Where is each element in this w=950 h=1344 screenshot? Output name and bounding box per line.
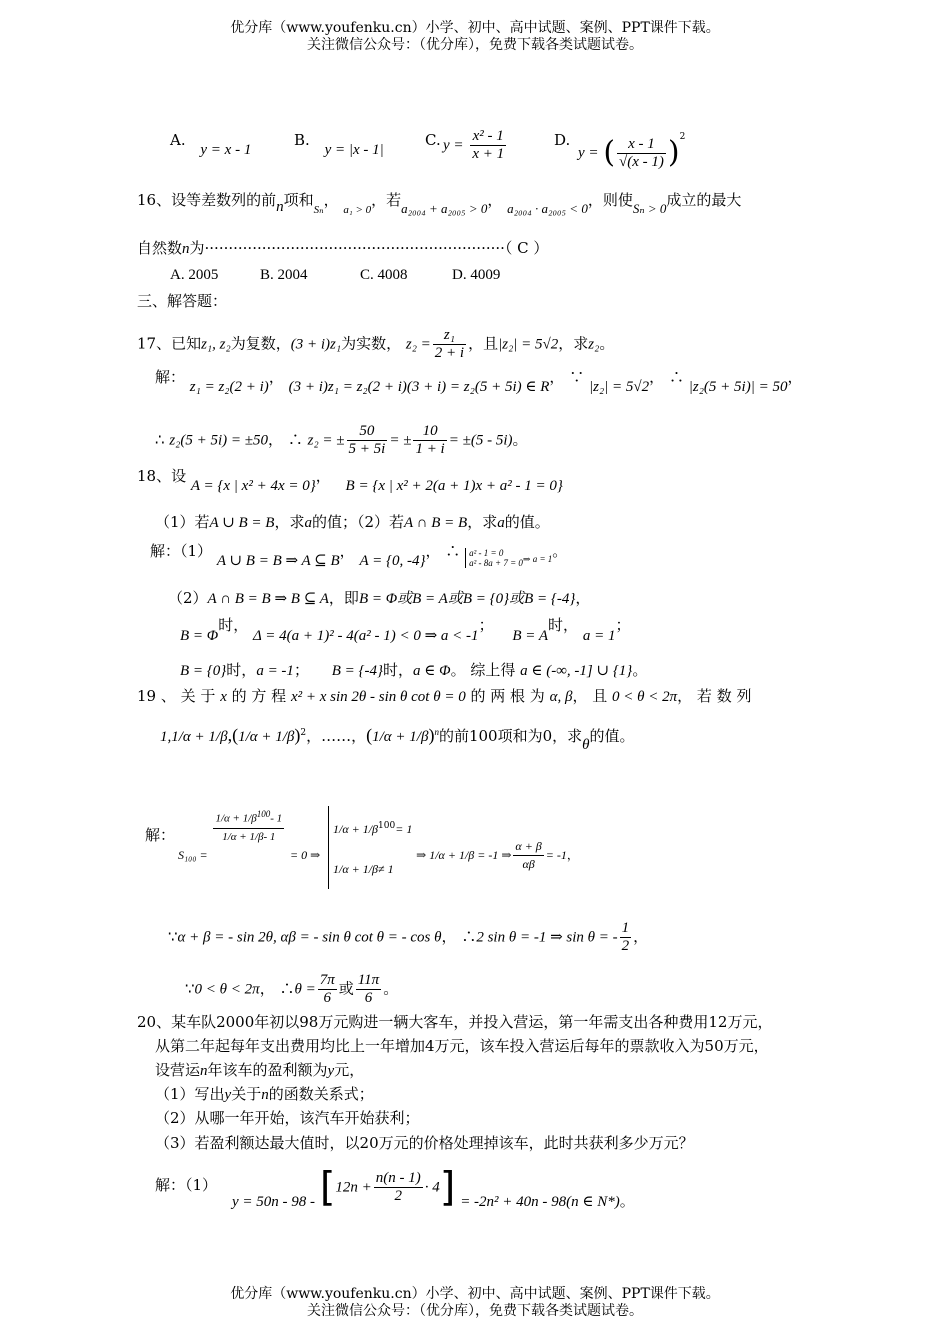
q17-solution-line-1: 解： z₁ = z₂(2 + i)， (3 + i)z₁ = z₂(2 + i)(3 + i) = z₂(5 + 5i) ∈ R， ∵ |z₂| = 5√2， ∴ |z₂(5 + 5i)| = 50， xyxy=(155,368,803,395)
q20-line-3: 设营运n年该车的盈利额为y元， xyxy=(155,1061,365,1079)
q20-part-1: （1）写出y关于n的函数关系式； xyxy=(155,1085,374,1103)
q18-solution-line-2: （2）A ∩ B = B ⇒ B ⊆ A，即B = Φ或B = A或B = {0}或B = {-4}， xyxy=(168,589,591,607)
q19-solution-line-1: S₁₀₀ = $\frac{1/\alpha + 1/\beta^{100}- 1}{1/\alpha + 1/\beta- 1}$ = 0 ⇒ $1/\alpha + 1/\beta^{100}= 1$ 1/α + 1/β≠ 1 ⇒ 1/α + 1/β = -1 ⇒ $\frac{\alpha + \beta}{\alpha\beta}$ = -1， xyxy=(178,806,579,889)
q19-solution-line-2: ∵α + β = - sin 2θ, αβ = - sin θ cot θ = - cos θ， ∴2 sin θ = -1 ⇒ sin θ = - $\frac{1}{2}$ ， xyxy=(168,920,649,954)
q19-solution-label: 解： xyxy=(145,826,176,844)
q15-c-fraction: $\frac{\text{x² - 1}}{x + 1}$ xyxy=(472,128,505,162)
q19-stem-line-1: 19 、 关 于 x 的 方 程 x² + x sin 2θ - sin θ cot θ = 0 的 两 根 为 α, β， 且 0 < θ < 2π， 若 数 列 xyxy=(137,687,752,705)
q15-option-b: B. y = |x - 1| xyxy=(294,131,384,158)
q20-line-1: 20、某车队2000年初以98万元购进一辆大客车，并投入营运，第一年需支出各种费用12万元， xyxy=(137,1013,773,1031)
q20-solution-label: 解：（1） xyxy=(155,1176,218,1194)
q20-line-2: 从第二年起每年支出费用均比上一年增加4万元，该车投入营运后每年的票款收入为50万元， xyxy=(155,1037,769,1055)
q16-option-b: B. 2004 xyxy=(260,267,308,283)
q18-solution-line-4: B = {0}时，a = -1； B = {-4}时，a ∈ Φ。 综上得 a ∈ (-∞, -1] ∪ {1}。 xyxy=(180,661,648,679)
q19-sum-fraction: $\frac{1/\alpha + 1/\beta^{100}- 1}{1/\alpha + 1/\beta- 1}$ xyxy=(213,806,284,846)
q15-option-c-expr: y = $\frac{\text{x² - 1}}{x + 1}$ xyxy=(443,128,505,162)
q16-stem: 16、设等差数列的前n项和$_{S_n}$， $_{a_1 > 0}$，若a₂₀₀₄ + a₂₀₀₅ > 0， a₂₀₀₄ · a₂₀₀₅ < 0，则使Sₙ > 0成立的最大 xyxy=(137,191,742,216)
q15-option-c: C. xyxy=(425,131,441,149)
footer-line-2: 关注微信公众号：（优分库），免费下载各类试题试卷。 xyxy=(307,1303,643,1319)
q19-stem-line-2: $1,1/\alpha + 1/\beta,(1/\alpha + 1/\beta)^2$，……，$(1/\alpha + 1/\beta)^n$的前100项和为0，求θ的值。 xyxy=(160,725,635,753)
q20-solution-formula: y = 50n - 98 - [12n + $\frac{n(n - 1)}{2}$ · 4] = -2n² + 40n - 98(n ∈ N*)。 xyxy=(232,1164,635,1211)
q18-equation-system: a² - 1 = 0 a² - 8a + 7 = 0 xyxy=(465,548,523,568)
q18-solution-line-3: B = Φ时， Δ = 4(a + 1)² - 4(a² - 1) < 0 ⇒ a < -1； B = A时， a = 1； xyxy=(180,616,631,644)
q20-part-3: （3）若盈利额达最大值时，以20万元的价格处理掉该车，此时共获利多少万元？ xyxy=(155,1134,694,1152)
q16-option-c: C. 4008 xyxy=(360,267,408,283)
q18-parts: （1）若A ∪ B = B，求a的值；（2）若A ∩ B = B，求a的值。 xyxy=(155,513,550,531)
q20-part-2: （2）从哪一年开始，该汽车开始获利； xyxy=(155,1109,420,1127)
q15-option-a: A. y = x - 1 xyxy=(170,131,252,158)
q18-solution-line-1: 解：（1） A ∪ B = B ⇒ A ⊆ B， A = {0, -4}， ∴ a² - 1 = 0 a² - 8a + 7 = 0 $_{\Rightarrow a = 1}$。 xyxy=(150,542,568,569)
q19-solution-line-3: ∵0 < θ < 2π， ∴θ = $\frac{7\pi}{6}$ 或 $\frac{11\pi}{6}$ 。 xyxy=(185,972,399,1006)
q17-z2-fraction: $\frac{\text{z₁}}{2 + i}$ xyxy=(434,327,465,361)
q15-d-fraction: $\frac{x - 1}{√(x - 1)}$ xyxy=(619,135,664,170)
header-line-1: 优分库（www.youfenku.cn）小学、初中、高中试题、案例、PPT课件下载。 xyxy=(230,20,720,36)
q15-option-d: D. xyxy=(554,131,571,149)
q18-stem: 18、设 A = {x | x² + 4x = 0}， B = {x | x² + 2(a + 1)x + a² - 1 = 0} xyxy=(137,467,563,494)
q19-condition-system: $1/\alpha + 1/\beta^{100}= 1$ 1/α + 1/β≠ 1 xyxy=(328,806,412,889)
q16-line-2: 自然数n为·······························································（ C ） xyxy=(137,239,549,257)
header-line-2: 关注微信公众号：（优分库），免费下载各类试题试卷。 xyxy=(307,37,643,53)
q16-option-a: A. 2005 xyxy=(170,267,219,283)
section-3-heading: 三、解答题： xyxy=(137,292,228,310)
q17-solution-line-2: ∴ z₂(5 + 5i) = ±50， ∴ z₂ = ± $\frac{50}{5 + 5i}$ = ± $\frac{10}{1 + i}$ = ±(5 - 5i)。 xyxy=(155,423,528,457)
footer-line-1: 优分库（www.youfenku.cn）小学、初中、高中试题、案例、PPT课件下载。 xyxy=(230,1286,720,1302)
q15-option-d-expr: y = ( $\frac{x - 1}{√(x - 1)}$ )$^2$ xyxy=(578,132,686,170)
q15-option-b-expr: y = |x - 1| xyxy=(324,142,384,158)
q17-stem: 17、已知z₁, z₂为复数，(3 + i)z₁为实数， z₂ = $\frac{\text{z₁}}{2 + i}$ ，且|z₂| = 5√2，求z₂。 xyxy=(137,327,615,361)
q15-option-a-expr: y = x - 1 xyxy=(200,142,252,158)
q16-option-d: D. 4009 xyxy=(452,267,501,283)
